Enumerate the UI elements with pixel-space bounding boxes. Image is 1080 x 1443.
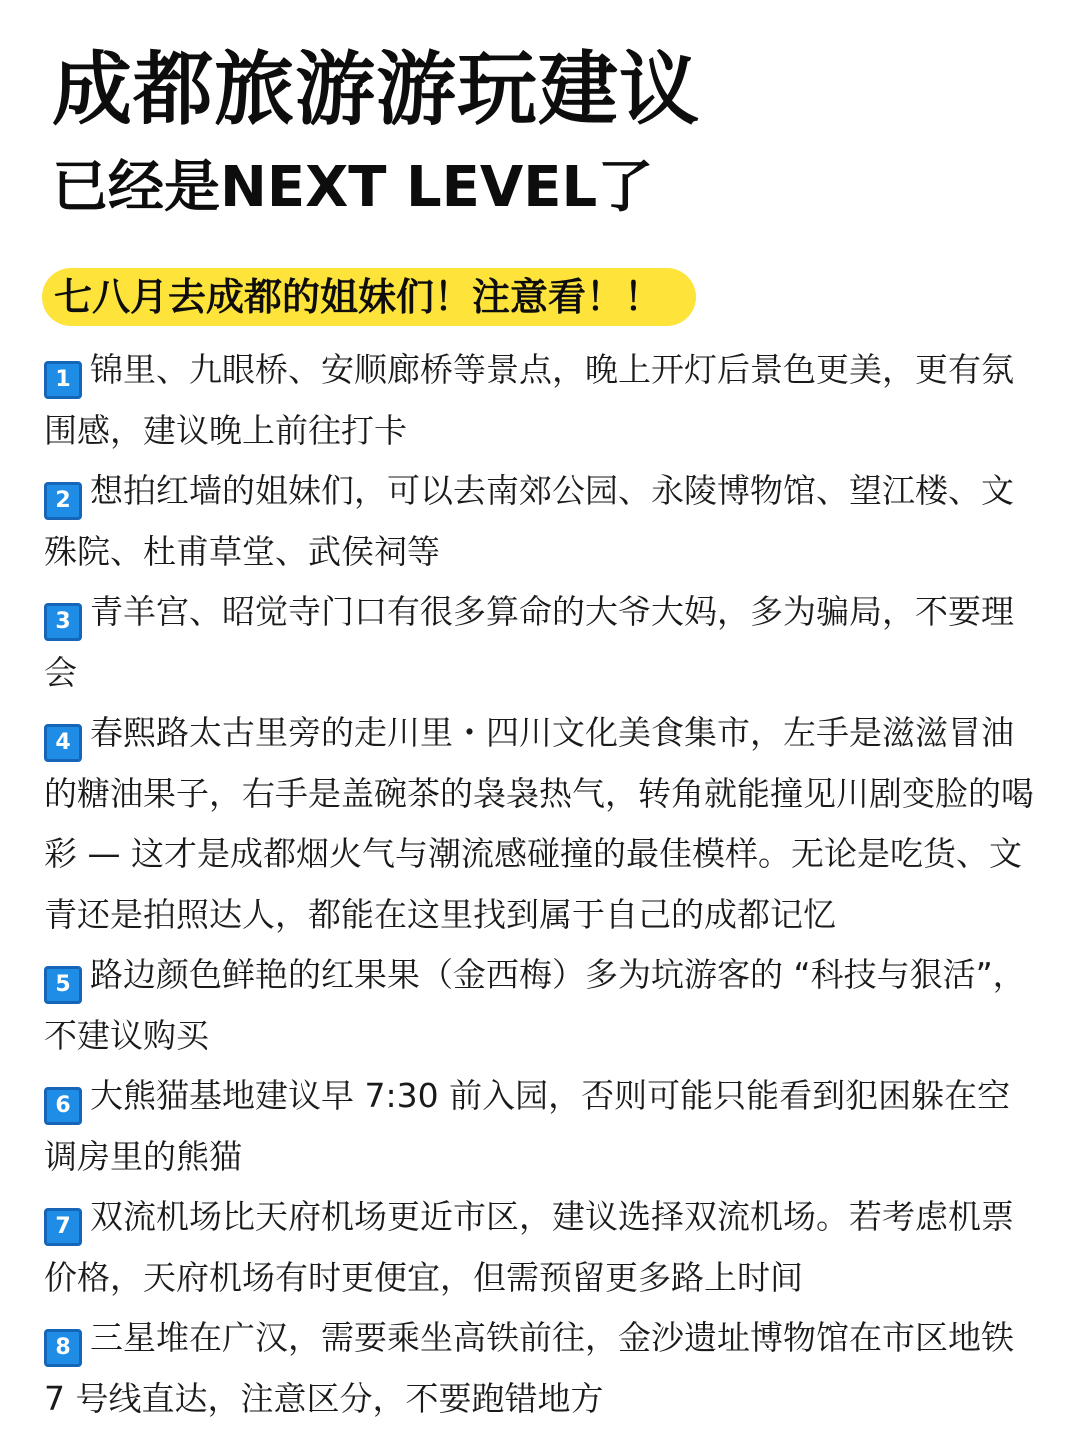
page-title: 成都旅游游玩建议: [52, 43, 700, 136]
item-text: 三星堆在广汉，需要乘坐高铁前往，金沙遗址博物馆在市区地铁 7 号线直达，注意区分，不要跑错地方: [44, 1318, 1014, 1418]
item-text: 锦里、九眼桥、安顺廊桥等景点，晚上开灯后景色更美，更有氛围感，建议晚上前往打卡: [44, 350, 1014, 450]
number-1-icon: 1: [44, 361, 82, 399]
list-item: [44, 945, 1040, 1066]
number-5-icon: 5: [44, 966, 82, 1004]
number-4-icon: 4: [44, 724, 82, 762]
tips-list: [44, 340, 1040, 1429]
list-item: [44, 703, 1040, 945]
number-6-icon: 6: [44, 1087, 82, 1125]
item-text: 春熙路太古里旁的走川里・四川文化美食集市，左手是滋滋冒油的糖油果子，右手是盖碗茶的袅袅热气，转角就能撞见川剧变脸的喝彩 — 这才是成都烟火气与潮流感碰撞的最佳模样。无论是吃货、文青还是拍照达人，都能在这里找到属于自己的成都记忆: [44, 713, 1034, 934]
list-item: [44, 1308, 1040, 1429]
number-3-icon: 3: [44, 603, 82, 641]
item-text: 大熊猫基地建议早 7:30 前入园，否则可能只能看到犯困躲在空调房里的熊猫: [44, 1076, 1011, 1176]
list-item: [44, 461, 1040, 582]
list-item: [44, 582, 1040, 703]
highlight-text: 七八月去成都的姐妹们！注意看！！: [54, 275, 663, 319]
item-text: 想拍红墙的姐妹们，可以去南郊公园、永陵博物馆、望江楼、文殊院、杜甫草堂、武侯祠等: [44, 471, 1014, 571]
item-text: 双流机场比天府机场更近市区，建议选择双流机场。若考虑机票价格，天府机场有时更便宜，但需预留更多路上时间: [44, 1197, 1014, 1297]
number-7-icon: 7: [44, 1208, 82, 1246]
item-text: 青羊宫、昭觉寺门口有很多算命的大爷大妈，多为骗局，不要理会: [44, 592, 1014, 692]
list-item: [44, 1066, 1040, 1187]
item-text: 路边颜色鲜艳的红果果（金西梅）多为坑游客的 “科技与狠活”，不建议购买: [44, 955, 1026, 1055]
page-subtitle: 已经是NEXT LEVEL了: [52, 155, 654, 220]
number-8-icon: 8: [44, 1329, 82, 1367]
list-item: [44, 340, 1040, 461]
highlight-banner: [42, 268, 696, 326]
number-2-icon: 2: [44, 482, 82, 520]
list-item: [44, 1187, 1040, 1308]
